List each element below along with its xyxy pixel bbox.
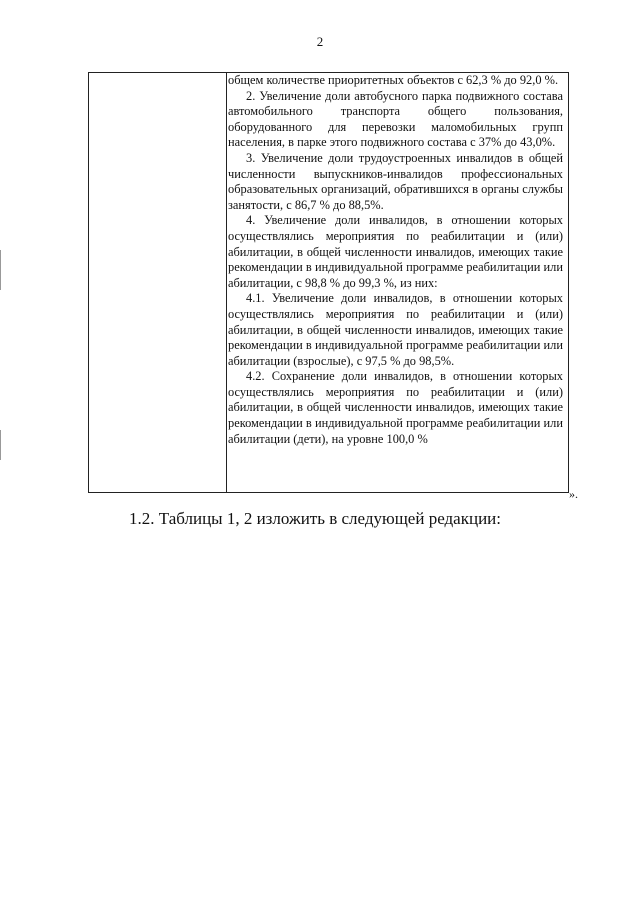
table-paragraph-4: 4.1. Увеличение доли инвалидов, в отношении которых осуществлялись мероприятия по реабилитации и (или) абилитации, в общей численности инвалидов, имеющих такие рекомендации в индивидуальной программе реабилитации или абилитации (взрослые), с 97,5 % до 98,5%. [228, 291, 563, 368]
table-paragraph-5: 4.2. Сохранение доли инвалидов, в отношении которых осуществлялись мероприятия по реабилитации и (или) абилитации, в общей численности инвалидов, имеющих такие рекомендации в индивидуальной программе реабилитации или абилитации (дети), на уровне 100,0 % [228, 369, 563, 446]
scan-edge-mark [0, 430, 1, 460]
closing-quote: ». [569, 487, 578, 501]
table-right-cell [228, 73, 563, 492]
scan-edge-mark [0, 250, 1, 290]
table-paragraph-1: 2. Увеличение доли автобусного парка подвижного состава автомобильного транспорта общего пользования, оборудованного для перевозки маломобильных групп населения, в парке этого подвижного состава с 37% до 43,0%. [228, 88, 563, 150]
indicator-table [88, 72, 569, 493]
table-left-cell [89, 73, 227, 492]
table-paragraph-0: общем количестве приоритетных объектов с 62,3 % до 92,0 %. [228, 73, 559, 87]
table-paragraph-2: 3. Увеличение доли трудоустроенных инвалидов в общей численности выпускников-инвалидов профессиональных образовательных организаций, обратившихся в органы службы занятости, с 86,7 % до 88,5%. [228, 150, 563, 212]
page-number: 2 [316, 34, 324, 49]
table-paragraph-3: 4. Увеличение доли инвалидов, в отношении которых осуществлялись мероприятия по реабилитации и (или) абилитации, в общей численности инвалидов, имеющих такие рекомендации в индивидуальной программе реабилитации или абилитации, с 98,8 % до 99,3 %, из них: [228, 213, 563, 290]
section-instruction: 1.2. Таблицы 1, 2 изложить в следующей редакции: [129, 509, 501, 528]
